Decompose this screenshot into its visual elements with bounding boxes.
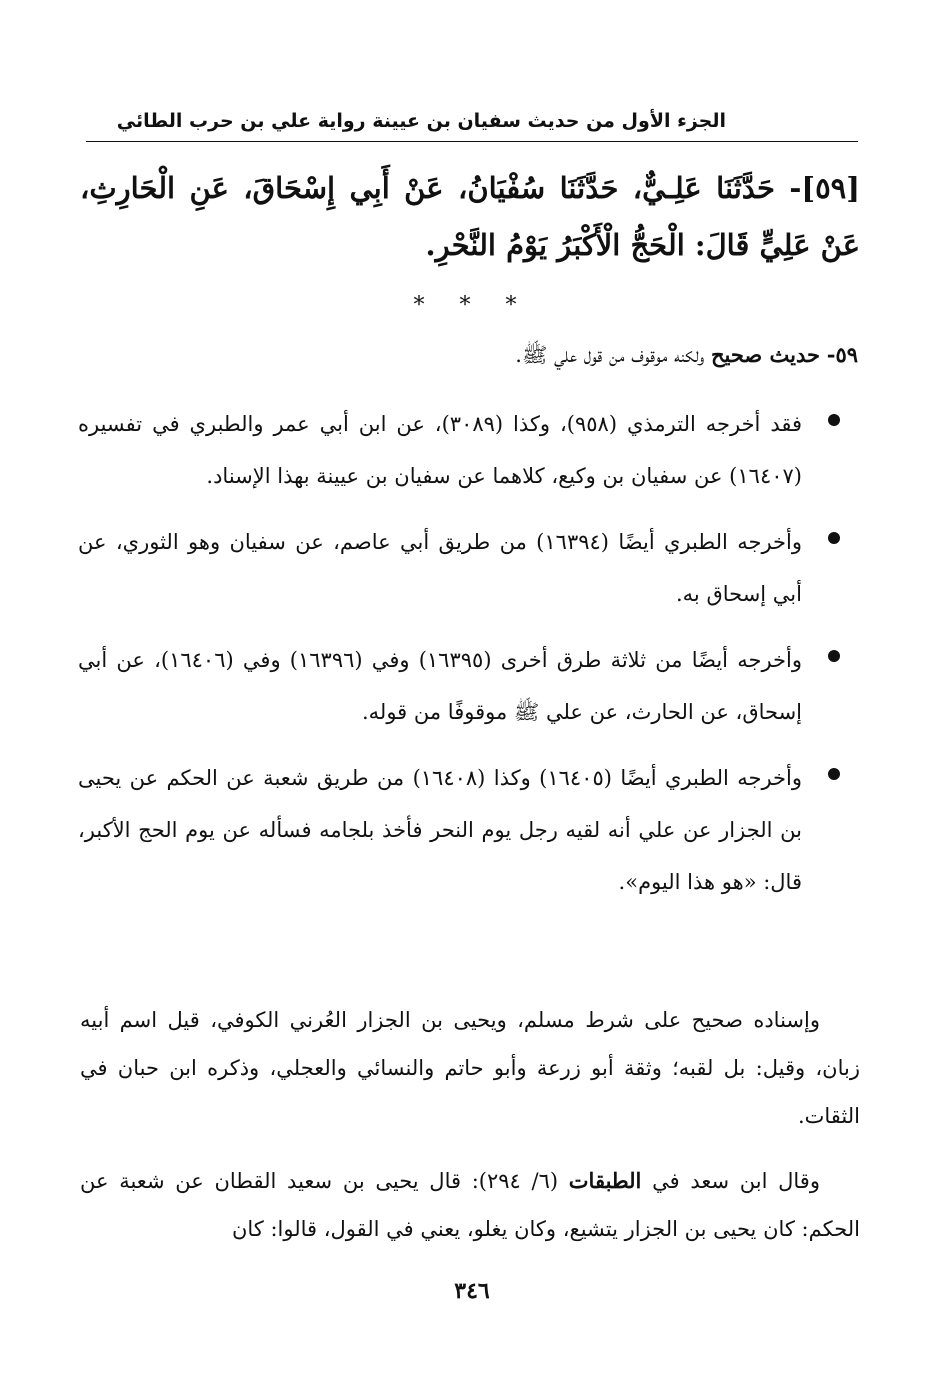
separator-stars: * * * [413,293,531,318]
running-header: الجزء الأول من حديث سفيان بن عيينة رواية علي بن حرب الطائي [116,110,726,132]
list-item-text: وأخرجه الطبري أيضًا (١٦٣٩٤) من طريق أبي عاصم، عن سفيان وهو الثوري، عن أبي إسحاق به. [78,530,802,606]
tabaqat-paragraph [80,1157,860,1253]
list-item-text: فقد أخرجه الترمذي (٩٥٨)، وكذا (٣٠٨٩)، عن ابن أبي عمر والطبري في تفسيره (١٦٤٠٧) عن سفيان بن وكيع، كلاهما عن سفيان بن عيينة بهذا الإسناد. [78,412,803,488]
list-item [78,516,860,620]
tabaqat-book-title: الطبقات [568,1168,642,1193]
bullet-icon [828,650,840,662]
bullet-icon [828,414,840,426]
tabaqat-after: (٦/ ٢٩٤): قال يحيى بن سعيد القطان عن شعبة عن الحكم: كان يحيى بن الجزار يتشيع، وكان يغلو، يعني في القول، قالوا: كان [80,1169,860,1241]
page-number: ٣٤٦ [454,1278,490,1304]
narrator-text: وإسناده صحيح على شرط مسلم، ويحيى بن الجزار العُرني الكوفي، قيل اسم أبيه زبان، وقيل: بل لقبه؛ وثقة أبو زرعة وأبو حاتم والنسائي والعجلي، وذكره ابن حبان في الثقات. [80,1008,860,1128]
bullet-icon [828,768,840,780]
bullet-icon [828,532,840,544]
hadith-text: [٥٩]- حَدَّثَنَا عَلِـيٌّ، حَدَّثَنَا سُفْيَانُ، عَنْ أَبِي إِسْحَاقَ، عَنِ الْحَارِثِ، عَنْ عَلِيٍّ قَالَ: الْحَجُّ الْأَكْبَرُ يَوْمُ النَّحْرِ. [80,171,860,262]
verdict-number: ٥٩- [826,342,858,367]
list-item-text: وأخرجه الطبري أيضًا (١٦٤٠٥) وكذا (١٦٤٠٨) من طريق شعبة عن الحكم عن يحيى بن الجزار عن علي أنه لقيه رجل يوم النحر فأخذ بلجامه فسأله عن يوم الحج الأكبر، قال: «هو هذا اليوم». [78,766,802,894]
tabaqat-before: وقال ابن سعد في [652,1169,820,1193]
takhrij-list [78,398,860,922]
list-item-text: وأخرجه أيضًا من ثلاثة طرق أخرى (١٦٣٩٥) وفي (١٦٣٩٦) وفي (١٦٤٠٦)، عن أبي إسحاق، عن الحارث، عن علي ﷺ موقوفًا من قوله. [78,648,802,724]
narrator-paragraph [80,996,860,1140]
verdict-line [78,335,858,375]
verdict-lead: حديث صحيح [710,342,821,367]
list-item [78,752,860,908]
header-rule [86,141,858,142]
verdict-rest: ولكنه موقوف من قول علي ﷺ. [515,343,705,367]
list-item [78,398,860,502]
list-item [78,634,860,738]
